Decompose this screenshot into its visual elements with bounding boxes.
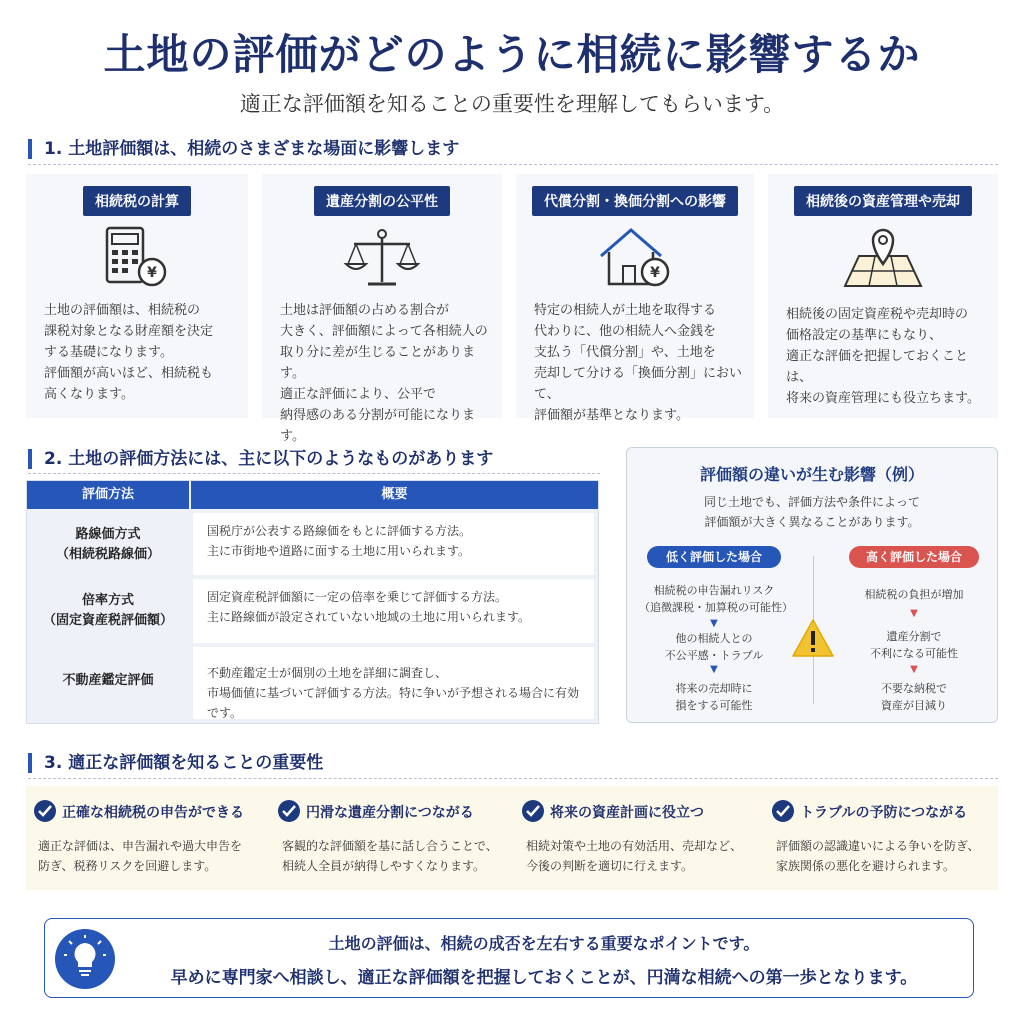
section2-heading: 2. 土地の評価方法には、主に以下のようなものがあります (28, 449, 493, 469)
importance-title: 円滑な遺産分割につながる (306, 805, 474, 821)
card-label: 遺産分割の公平性 (314, 186, 450, 216)
scales-icon (342, 226, 422, 292)
importance-box (26, 786, 998, 890)
conclusion-callout (44, 918, 974, 998)
card-text: 相続後の固定資産税や売却時の 価格設定の基準にもなり、 適正な評価を把握しておくことは、 将来の資産管理にも役立ちます。 (786, 307, 980, 406)
table-row-method: 路線価方式 （相続税路線価） (55, 527, 160, 562)
card-compensation-division (516, 174, 754, 423)
table-row-method: 不動産鑑定評価 (62, 673, 154, 688)
card-division-fairness (262, 174, 502, 444)
table-row-desc: 不動産鑑定士が個別の土地を詳細に調査し、 市場価値に基づいて評価する方法。特に争いが予想される場合に有効です。 (193, 647, 594, 719)
table-header-overview: 概要 (191, 481, 598, 509)
importance-title: トラブルの予防につながる (800, 805, 968, 821)
map-pin-icon (843, 226, 923, 292)
table-row-desc: 固定資産税評価額に一定の倍率を乗じて評価する方法。 主に路線価が設定されていない地域の土地に用いられます。 (193, 579, 594, 643)
card-text: 土地の評価額は、相続税の 課税対象となる財産額を決定 する基礎になります。 評価額が高いほど、相続税も 高くなります。 (44, 303, 214, 402)
low-item: 他の相続人との 不公平感・トラブル (664, 632, 764, 662)
section3-heading: 3. 適正な評価額を知ることの重要性 (28, 753, 323, 773)
callout-line2: 早めに専門家へ相談し、適正な評価額を把握しておくことが、円満な相続への第一歩となります。 (170, 968, 918, 988)
arrow-down-icon: ▼ (910, 608, 918, 619)
impact-example-box (626, 447, 998, 723)
card-label: 相続後の資産管理や売却 (794, 186, 972, 216)
check-circle-icon (772, 800, 794, 822)
importance-desc: 評価額の認識違いによる争いを防ぎ、 家族関係の悪化を避けられます。 (776, 839, 980, 873)
high-item: 相続税の負担が増加 (864, 588, 964, 601)
card-text: 土地は評価額の占める割合が 大きく、評価額によって各相続人の 取り分に差が生じることがあります。 適正な評価により、公平で 納得感のある分割が可能になります。 (280, 303, 488, 444)
card-asset-management (768, 174, 998, 418)
warning-icon (791, 618, 835, 658)
high-valuation-badge: 高く評価した場合 (849, 546, 979, 568)
importance-desc: 相続対策や土地の有効活用、売却など、 今後の判断を適切に行えます。 (526, 839, 743, 873)
check-circle-icon (34, 800, 56, 822)
check-circle-icon (278, 800, 300, 822)
svg-text:¥: ¥ (147, 265, 157, 281)
low-item: 将来の売却時に 損をする可能性 (675, 682, 753, 712)
valuation-methods-table (26, 480, 599, 724)
page-subtitle: 適正な評価額を知ることの重要性を理解してもらいます。 (239, 92, 785, 116)
importance-title: 将来の資産計画に役立つ (550, 805, 704, 821)
impact-description: 同じ土地でも、評価方法や条件によって 評価額が大きく異なることがあります。 (703, 495, 920, 529)
card-label: 代償分割・換価分割への影響 (532, 186, 738, 216)
importance-desc: 適正な評価は、申告漏れや過大申告を 防ぎ、税務リスクを回避します。 (38, 839, 243, 873)
section1-divider (28, 164, 998, 165)
arrow-down-icon: ▼ (710, 664, 718, 675)
section2-divider (28, 473, 600, 474)
card-label: 相続税の計算 (83, 186, 191, 216)
table-header-method: 評価方法 (27, 481, 189, 509)
callout-line1: 土地の評価は、相続の成否を左右する重要なポイントです。 (328, 934, 760, 953)
low-item: 相続税の申告漏れリスク （追徴課税・加算税の可能性） (639, 584, 793, 614)
table-row-desc: 国税庁が公表する路線価をもとに評価する方法。 主に市街地や道路に面する土地に用いられます。 (193, 513, 594, 575)
svg-text:¥: ¥ (650, 265, 660, 281)
calculator-yen-icon (97, 226, 177, 292)
card-inheritance-tax (26, 174, 248, 418)
card-text: 特定の相続人が土地を取得する 代わりに、他の相続人へ金銭を 支払う「代償分割」や、土地を 売却して分ける「換価分割」において、 評価額が基準となります。 (534, 303, 743, 423)
section1-heading: 1. 土地評価額は、相続のさまざまな場面に影響します (28, 139, 459, 159)
low-valuation-badge: 低く評価した場合 (647, 546, 781, 568)
importance-title: 正確な相続税の申告ができる (62, 805, 244, 821)
table-row-method: 倍率方式 （固定資産税評価額） (42, 593, 173, 628)
impact-title: 評価額の違いが生む影響（例） (699, 465, 924, 484)
arrow-down-icon: ▼ (710, 618, 718, 629)
importance-desc: 客観的な評価額を基に話し合うことで、 相続人全員が納得しやすくなります。 (282, 839, 498, 873)
page-title: 土地の評価がどのように相続に影響するか (103, 30, 921, 79)
arrow-down-icon: ▼ (910, 664, 918, 675)
section3-divider (28, 778, 998, 779)
lightbulb-icon (55, 929, 115, 989)
house-yen-icon (595, 226, 675, 292)
check-circle-icon (522, 800, 544, 822)
high-item: 不要な納税で 資産が目減り (881, 682, 947, 712)
high-item: 遺産分割で 不利になる可能性 (870, 630, 958, 660)
